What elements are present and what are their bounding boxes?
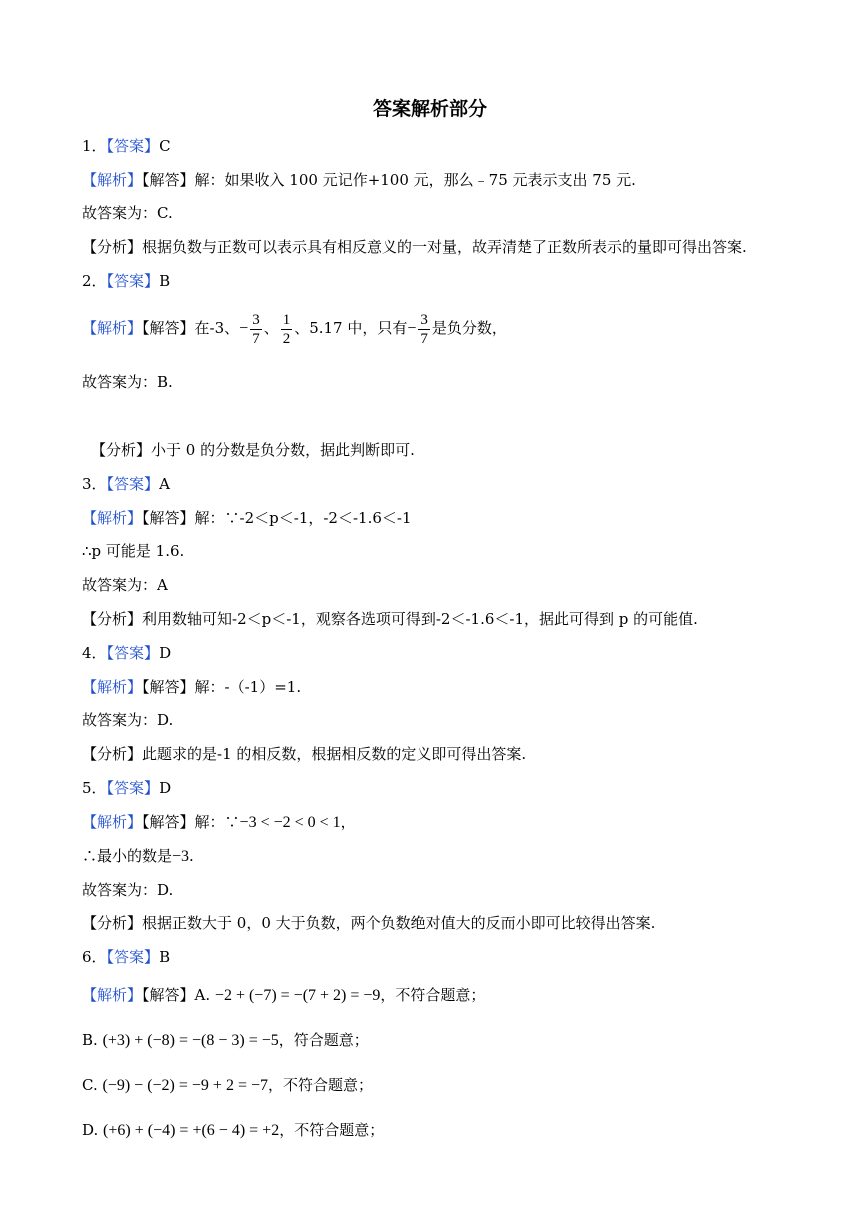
- q2-solution-b: 、5.17 中，只有: [294, 319, 408, 337]
- q5-answer: D: [159, 779, 172, 797]
- q6-option-b-label: B.: [82, 1031, 98, 1049]
- q2-number: 2．: [82, 272, 107, 290]
- q2-fraction-2: $\frac{1}{2}$: [282, 311, 291, 347]
- q5-therefore-line: [82, 846, 194, 867]
- q4-answer-line: [82, 643, 171, 663]
- q6-option-c-math: (−9) − (−2) = −9 + 2 = −7: [102, 1077, 268, 1094]
- q5-therefore-prefix: ∴最小的数是: [82, 847, 173, 865]
- answer-tag: 【答案】: [106, 137, 160, 155]
- q5-solution-suffix: ，: [340, 813, 356, 831]
- q4-solution-line: [82, 677, 301, 697]
- answer-tag: 【答案】: [106, 948, 160, 966]
- fenxi-tag: 【分析】: [91, 441, 152, 459]
- q6-option-c-label: C.: [82, 1076, 98, 1094]
- jiexi-tag: 【解析】: [82, 678, 143, 696]
- q5-solution-prefix: 解：∵: [194, 813, 240, 831]
- q4-number: 4．: [82, 644, 107, 662]
- q5-solution-line: [82, 812, 356, 833]
- q5-answer-line: [82, 778, 171, 798]
- q2-conclusion: 故答案为：B.: [82, 373, 173, 391]
- jieda-tag: 【解答】: [142, 678, 195, 696]
- q2-analysis: 小于 0 的分数是负分数，据此判断即可.: [151, 441, 415, 459]
- q4-solution: 解：-（-1）=1.: [194, 678, 302, 696]
- q4-conclusion: 故答案为：D.: [82, 711, 174, 729]
- q1-conclusion: 故答案为：C.: [82, 204, 173, 222]
- jiexi-tag: 【解析】: [82, 509, 143, 527]
- q3-solution-line: [82, 508, 412, 528]
- q3-analysis: 利用数轴可知-2＜p＜-1，观察各选项可得到-2＜-1.6＜-1，据此可得到 p 的可能值.: [142, 610, 698, 628]
- q3-therefore: ∴p 可能是 1.6.: [82, 542, 185, 560]
- q3-conclusion: 故答案为：A: [82, 576, 168, 594]
- q6-option-d-note: ，不符合题意；: [279, 1121, 385, 1139]
- q6-option-c-note: ，不符合题意；: [268, 1076, 374, 1094]
- jieda-tag: 【解答】: [142, 171, 195, 189]
- answer-tag: 【答案】: [106, 475, 160, 493]
- q4-analysis: 此题求的是-1 的相反数，根据相反数的定义即可得出答案.: [142, 745, 527, 763]
- q1-number: 1．: [82, 137, 107, 155]
- q5-analysis: 根据正数大于 0，0 大于负数，两个负数绝对值大的反而小即可比较得出答案.: [142, 914, 656, 932]
- fenxi-tag: 【分析】: [82, 610, 143, 628]
- q2-solution-a: 在-3、: [194, 319, 240, 337]
- jiexi-tag: 【解析】: [82, 171, 143, 189]
- fenxi-tag: 【分析】: [82, 914, 143, 932]
- q1-solution: 解：如果收入 100 元记作+100 元，那么﹣75 元表示支出 75 元.: [194, 171, 636, 189]
- jieda-tag: 【解答】: [142, 813, 195, 831]
- q6-option-a-note: ，不符合题意；: [380, 986, 486, 1004]
- q6-option-a-math: −2 + (−7) = −(7 + 2) = −9: [214, 987, 381, 1004]
- answer-tag: 【答案】: [106, 779, 160, 797]
- q3-analysis-line: [82, 609, 698, 629]
- q3-answer-line: [82, 474, 170, 494]
- q1-answer: C: [159, 137, 171, 155]
- q1-analysis-line: [82, 237, 747, 257]
- q2-solution-line: [82, 306, 507, 351]
- answer-tag: 【答案】: [106, 644, 160, 662]
- q5-therefore-suffix: .: [189, 847, 194, 865]
- q4-answer: D: [159, 644, 172, 662]
- q2-solution-c: 是负分数，: [431, 319, 507, 337]
- jieda-tag: 【解答】: [142, 319, 195, 337]
- q5-conclusion: 故答案为：D.: [82, 881, 174, 899]
- q5-analysis-line: [82, 913, 655, 933]
- q6-option-a-label: A.: [194, 986, 211, 1004]
- q2-answer: B: [159, 272, 171, 290]
- q5-inequality: −3 < −2 < 0 < 1: [239, 814, 341, 831]
- q5-min-value: −3: [172, 848, 190, 865]
- q2-answer-line: [82, 271, 170, 291]
- q1-analysis: 根据负数与正数可以表示具有相反意义的一对量，故弄清楚了正数所表示的量即可得出答案.: [142, 238, 747, 256]
- fenxi-tag: 【分析】: [82, 238, 143, 256]
- q2-analysis-line: [91, 440, 415, 460]
- q6-option-d-label: D.: [82, 1121, 99, 1139]
- q2-frac3-sign: −: [407, 320, 417, 337]
- q6-answer: B: [159, 948, 171, 966]
- q3-solution: 解：∵-2＜p＜-1，-2＜-1.6＜-1: [194, 509, 412, 527]
- fenxi-tag: 【分析】: [82, 745, 143, 763]
- q6-option-b-note: ，符合题意；: [278, 1031, 369, 1049]
- q2-fraction-1: $\frac{3}{7}$: [252, 311, 260, 347]
- q1-answer-line: [82, 136, 171, 156]
- q6-option-b-math: (+3) + (−8) = −(8 − 3) = −5: [102, 1032, 279, 1049]
- q6-option-a-line: [82, 985, 485, 1006]
- answer-tag: 【答案】: [106, 272, 160, 290]
- q6-option-b-line: [82, 1030, 369, 1051]
- jiexi-tag: 【解析】: [82, 319, 143, 337]
- jieda-tag: 【解答】: [142, 986, 195, 1004]
- jiexi-tag: 【解析】: [82, 986, 143, 1004]
- q2-fraction-3: $\frac{3}{7}$: [420, 311, 428, 347]
- q6-number: 6．: [82, 948, 107, 966]
- q5-number: 5．: [82, 779, 107, 797]
- page-title: 答案解析部分: [372, 98, 487, 120]
- q2-frac1-sign: −: [239, 320, 249, 337]
- q6-option-d-math: (+6) + (−4) = +(6 − 4) = +2: [103, 1122, 280, 1139]
- q6-answer-line: [82, 947, 170, 967]
- jieda-tag: 【解答】: [142, 509, 195, 527]
- q2-separator: 、: [263, 319, 279, 337]
- q3-number: 3．: [82, 475, 107, 493]
- jiexi-tag: 【解析】: [82, 813, 143, 831]
- q4-analysis-line: [82, 744, 526, 764]
- q6-option-d-line: [82, 1120, 384, 1141]
- q6-option-c-line: [82, 1075, 373, 1096]
- q3-answer: A: [159, 475, 170, 493]
- q1-solution-line: [82, 170, 636, 190]
